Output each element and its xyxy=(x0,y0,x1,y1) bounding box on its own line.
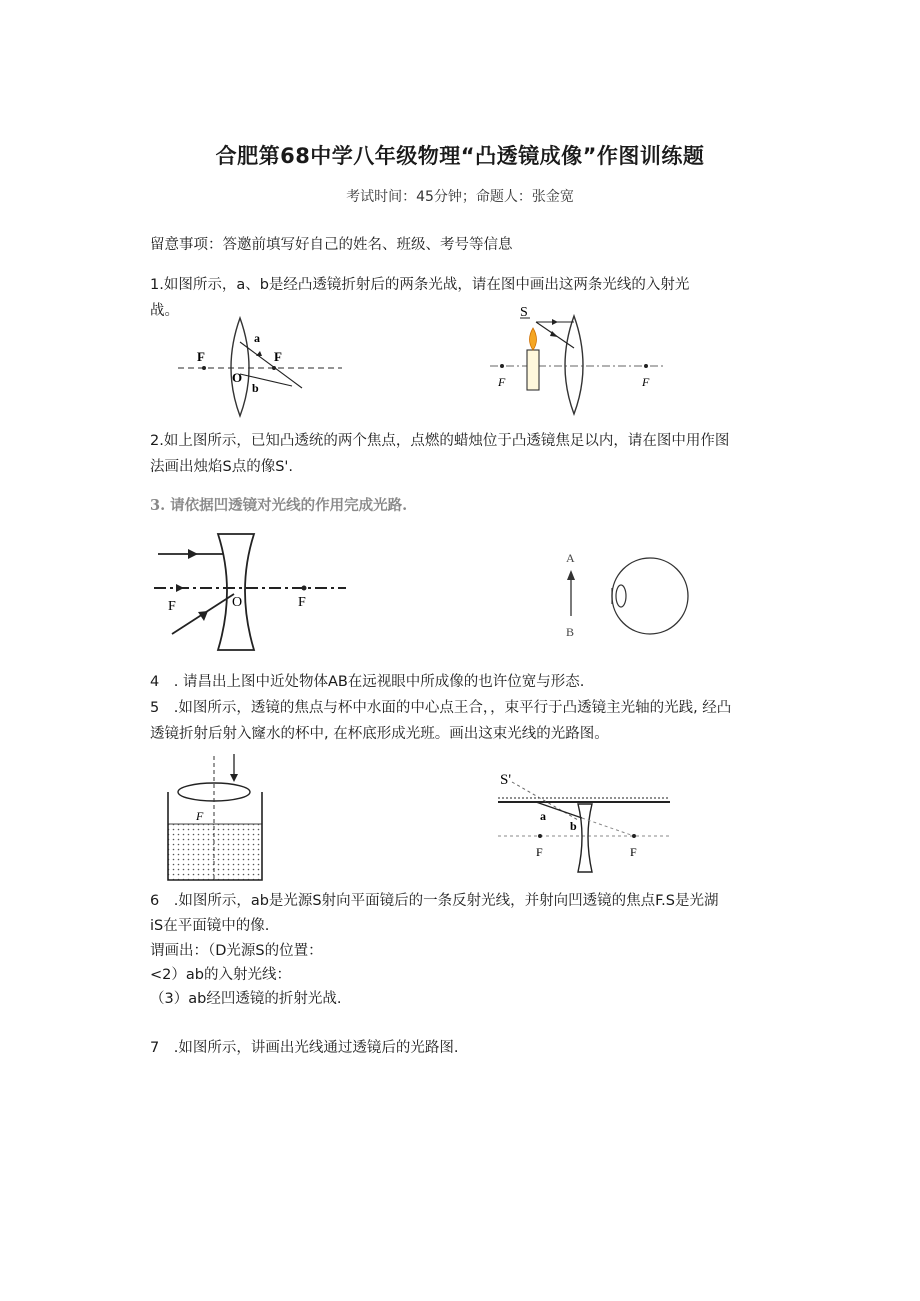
page-title: 合肥第68中学八年级物理“凸透镜成像”作图训练题 xyxy=(215,144,705,168)
q6-line5: （3）ab经凹透镜的折射光战. xyxy=(150,991,342,1007)
focus-label-right: F xyxy=(630,845,637,859)
focus-label-right: F xyxy=(642,375,650,389)
focus-label-left: F xyxy=(536,845,543,859)
optical-center-label: O xyxy=(232,370,243,385)
figure-convex-lens-rays xyxy=(170,312,350,422)
object-label-a: A xyxy=(566,551,575,565)
q1-line2: 战。 xyxy=(150,303,179,319)
q5-line1: 5 .如图所示，透镜的焦点与杯中水面的中心点王合，，束平行于凸透镜主光轴的光践, 经凸 xyxy=(150,700,732,716)
image-label-s-prime: S' xyxy=(500,772,512,788)
q3-title: 3. 请依据凹透镜对光线的作用完成光路. xyxy=(150,497,408,514)
figure-mirror-concave-lens xyxy=(492,764,676,880)
q6-line1: 6 .如图所示，ab是光源S射向平面镜后的一条反射光线，并射向凹透镜的焦点F.S是光湖 xyxy=(150,893,719,909)
focus-label-right: F xyxy=(274,349,282,364)
figure-lens-water-cup xyxy=(156,752,276,888)
optical-center-label: O xyxy=(232,595,243,610)
ray-label-a: a xyxy=(254,331,260,345)
figure-candle-convex-lens xyxy=(482,298,672,420)
q6-line4: <2）ab的入射光线： xyxy=(150,967,291,983)
object-label-b: B xyxy=(566,625,575,639)
q2-line2: 法画出烛焰S点的像S'. xyxy=(150,459,294,475)
q7-text: 7 .如图所示，讲画出光线通过透镜后的光路图. xyxy=(150,1040,459,1056)
ray-label-b: b xyxy=(570,819,577,833)
q6-line2: iS在平面镜中的像. xyxy=(150,918,270,934)
notice: 留意事项：答邀前填写好自己的姓名、班级、考号等信息 xyxy=(150,237,513,253)
q1-line1: 1.如图所示，a、b是经凸透镜折射后的两条光战，请在图中画出这两条光线的入射光 xyxy=(150,277,690,293)
focus-label-left: F xyxy=(197,349,205,364)
q2-line1: 2.如上图所示，已知凸透统的两个焦点，点燃的蜡烛位于凸透镜焦足以内，请在图中用作图 xyxy=(150,433,730,449)
ray-label-b: b xyxy=(252,381,259,395)
q6-line3: 谓画出：（D光源S的位置： xyxy=(150,943,323,959)
figure-eye-object-ab xyxy=(552,546,702,646)
q5-line2: 透镜折射后射入窿水的杯中, 在杯底形成光班。画出这束光线的光路图。 xyxy=(150,726,609,742)
focus-label: F xyxy=(196,809,204,823)
focus-label-left: F xyxy=(168,599,176,614)
focus-label-left: F xyxy=(498,375,506,389)
source-label-s: S xyxy=(520,305,528,320)
q4-text: 4 . 请昌出上图中近处物体AB在远视眼中所成像的也许位宽与形态. xyxy=(150,674,585,690)
ray-label-a: a xyxy=(540,809,546,823)
focus-label-right: F xyxy=(298,595,306,610)
exam-info: 考试时间：45分钟；命题人：张金宽 xyxy=(346,189,574,205)
figure-concave-lens-rays xyxy=(150,530,350,660)
